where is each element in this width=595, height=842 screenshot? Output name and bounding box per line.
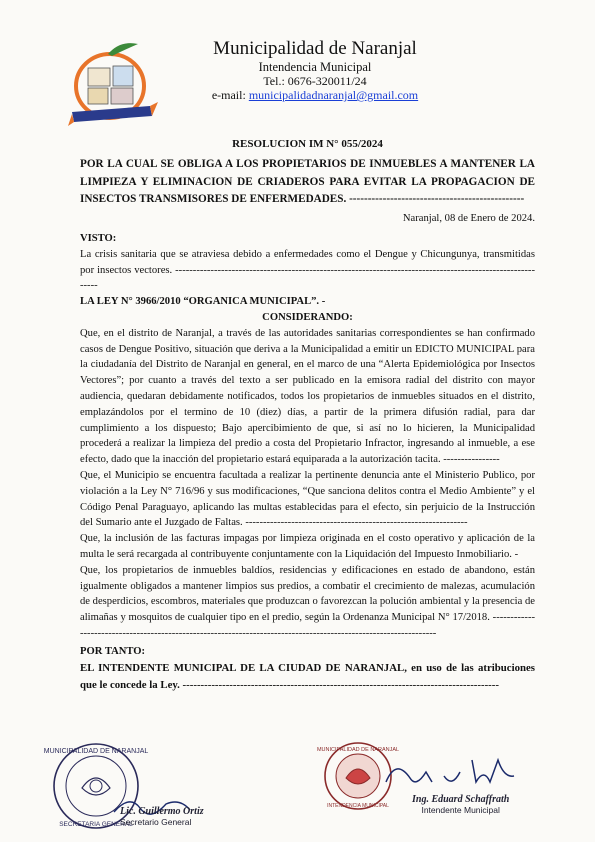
secretary-name: Lic. Guillermo Ortiz <box>120 806 204 817</box>
intendente-block <box>412 794 509 815</box>
secretary-role: Secretario General <box>120 817 192 827</box>
por-tanto-text: EL INTENDENTE MUNICIPAL DE LA CIUDAD DE NARANJAL, en uso de las atribuciones que le concede la Ley. ---------------------------------------------------------------------------------------- <box>80 661 535 691</box>
resolution-title: POR LA CUAL SE OBLIGA A LOS PROPIETARIOS DE INMUEBLES A MANTENER LA LIMPIEZA Y ELIMINACION DE CRIADEROS PARA EVITAR LA PROPAGACION DE INSECTOS TRANSMISORES DE ENFERMEDADES. ----------------------------------------------- <box>80 157 535 206</box>
visto-text: La crisis sanitaria que se atraviesa debido a enfermedades como el Dengue y Chicungunya, transmitidas por insectos vectores. ----------------------------------------------------------------------------------------------------------- <box>80 248 535 292</box>
svg-text:SECRETARIA GENERAL: SECRETARIA GENERAL <box>59 821 133 828</box>
considerando-heading: CONSIDERANDO: <box>262 311 353 323</box>
intendente-role: Intendente Municipal <box>421 805 500 815</box>
svg-text:MUNICIPALIDAD DE NARANJAL: MUNICIPALIDAD DE NARANJAL <box>316 747 400 753</box>
law-reference: LA LEY N° 3966/2010 “ORGANICA MUNICIPAL”. - <box>80 296 326 308</box>
email-line <box>170 88 460 103</box>
intendente-name: Ing. Eduard Schaffrath <box>412 794 510 805</box>
considerando-paragraph: Que, los propietarios de inmuebles baldíos, residencias y edificaciones en estado de abandono, están igualmente obligados a mantener limpios sus predios, a combatir el crecimiento de malezas, acumulación de desperdicios, escombros, materiales que produzcan o favorezcan la polución ambiental y la presencia de alimañas y mosquitos de cualquier tipo en el predio, según la Ordenanza Municipal N° 17/2018. ----------------------------------------------------------------------------------------------------------------- <box>80 564 535 639</box>
svg-text:INTENDENCIA MUNICIPAL: INTENDENCIA MUNICIPAL <box>327 803 389 809</box>
considerando-paragraph: Que, la inclusión de las facturas impagas por limpieza originada en el costo operativo y aplicación de la multa le será recargada al contribuyente conjuntamente con la Liquidación del Impuesto Inmobiliario. - <box>80 533 535 560</box>
email-link[interactable]: municipalidadnaranjal@gmail.com <box>248 88 419 102</box>
por-tanto-heading: POR TANTO: <box>80 645 146 657</box>
considerando-paragraph: Que, en el distrito de Naranjal, a través de las autoridades sanitarias correspondientes se han confirmado casos de Dengue Positivo, situación que deriva a la Municipalidad a emitir un EDICTO MUNICIPAL para la ciudadanía del Distrito de Naranjal en general, en el marco de una “Alerta Epidemiológica por Insectos Vectores”; por cuanto a través del texto a ser publicado en la emisora radial del distrito con mayor audiencia, quedaran debidamente notificados, todos los propietarios de inmuebles situados en el distrito, emplazándolos por el termino de 10 (diez) días, a partir de la primera difusión radial, para dar cumplimiento a los dispuesto; Bajo apercibimiento de que, si así no lo hicieren, la Municipalidad procederá a realizar la limpieza del predio a costa del Propietario Infractor, ingresando al inmueble, a ese efecto, dado que la inacción del propietario estará equiparada a la autorización tacita. ---------------- <box>80 327 535 466</box>
resolution-number: RESOLUCION IM N° 055/2024 <box>232 138 383 150</box>
intendente-signature <box>380 748 530 798</box>
considerando-paragraph: Que, el Municipio se encuentra facultada a realizar la pertinente denuncia ante el Ministerio Publico, por violación a la Ley N° 716/96 y sus modificaciones, “Que sanciona delitos contra el Medio Ambiente” y el Código Penal Paraguayo, aplicando las multas establecidas para el efecto, sin perjuicio de la Instrucción del Sumario ante el Juzgado de Faltas. --------------------------------------------------------------- <box>80 469 535 529</box>
org-name: Municipalidad de Naranjal <box>213 38 417 59</box>
letterhead <box>170 38 460 103</box>
municipal-logo <box>58 36 168 126</box>
document-body <box>80 137 535 694</box>
email-label: e-mail: <box>211 88 249 102</box>
visto-heading: VISTO: <box>80 232 117 244</box>
svg-text:MUNICIPALIDAD DE NARANJAL: MUNICIPALIDAD DE NARANJAL <box>43 748 149 755</box>
office-name: Intendencia Municipal <box>258 60 372 74</box>
resolution-date: Naranjal, 08 de Enero de 2024. <box>402 213 535 225</box>
phone: Tel.: 0676-320011/24 <box>263 74 367 88</box>
secretary-block <box>120 806 204 827</box>
